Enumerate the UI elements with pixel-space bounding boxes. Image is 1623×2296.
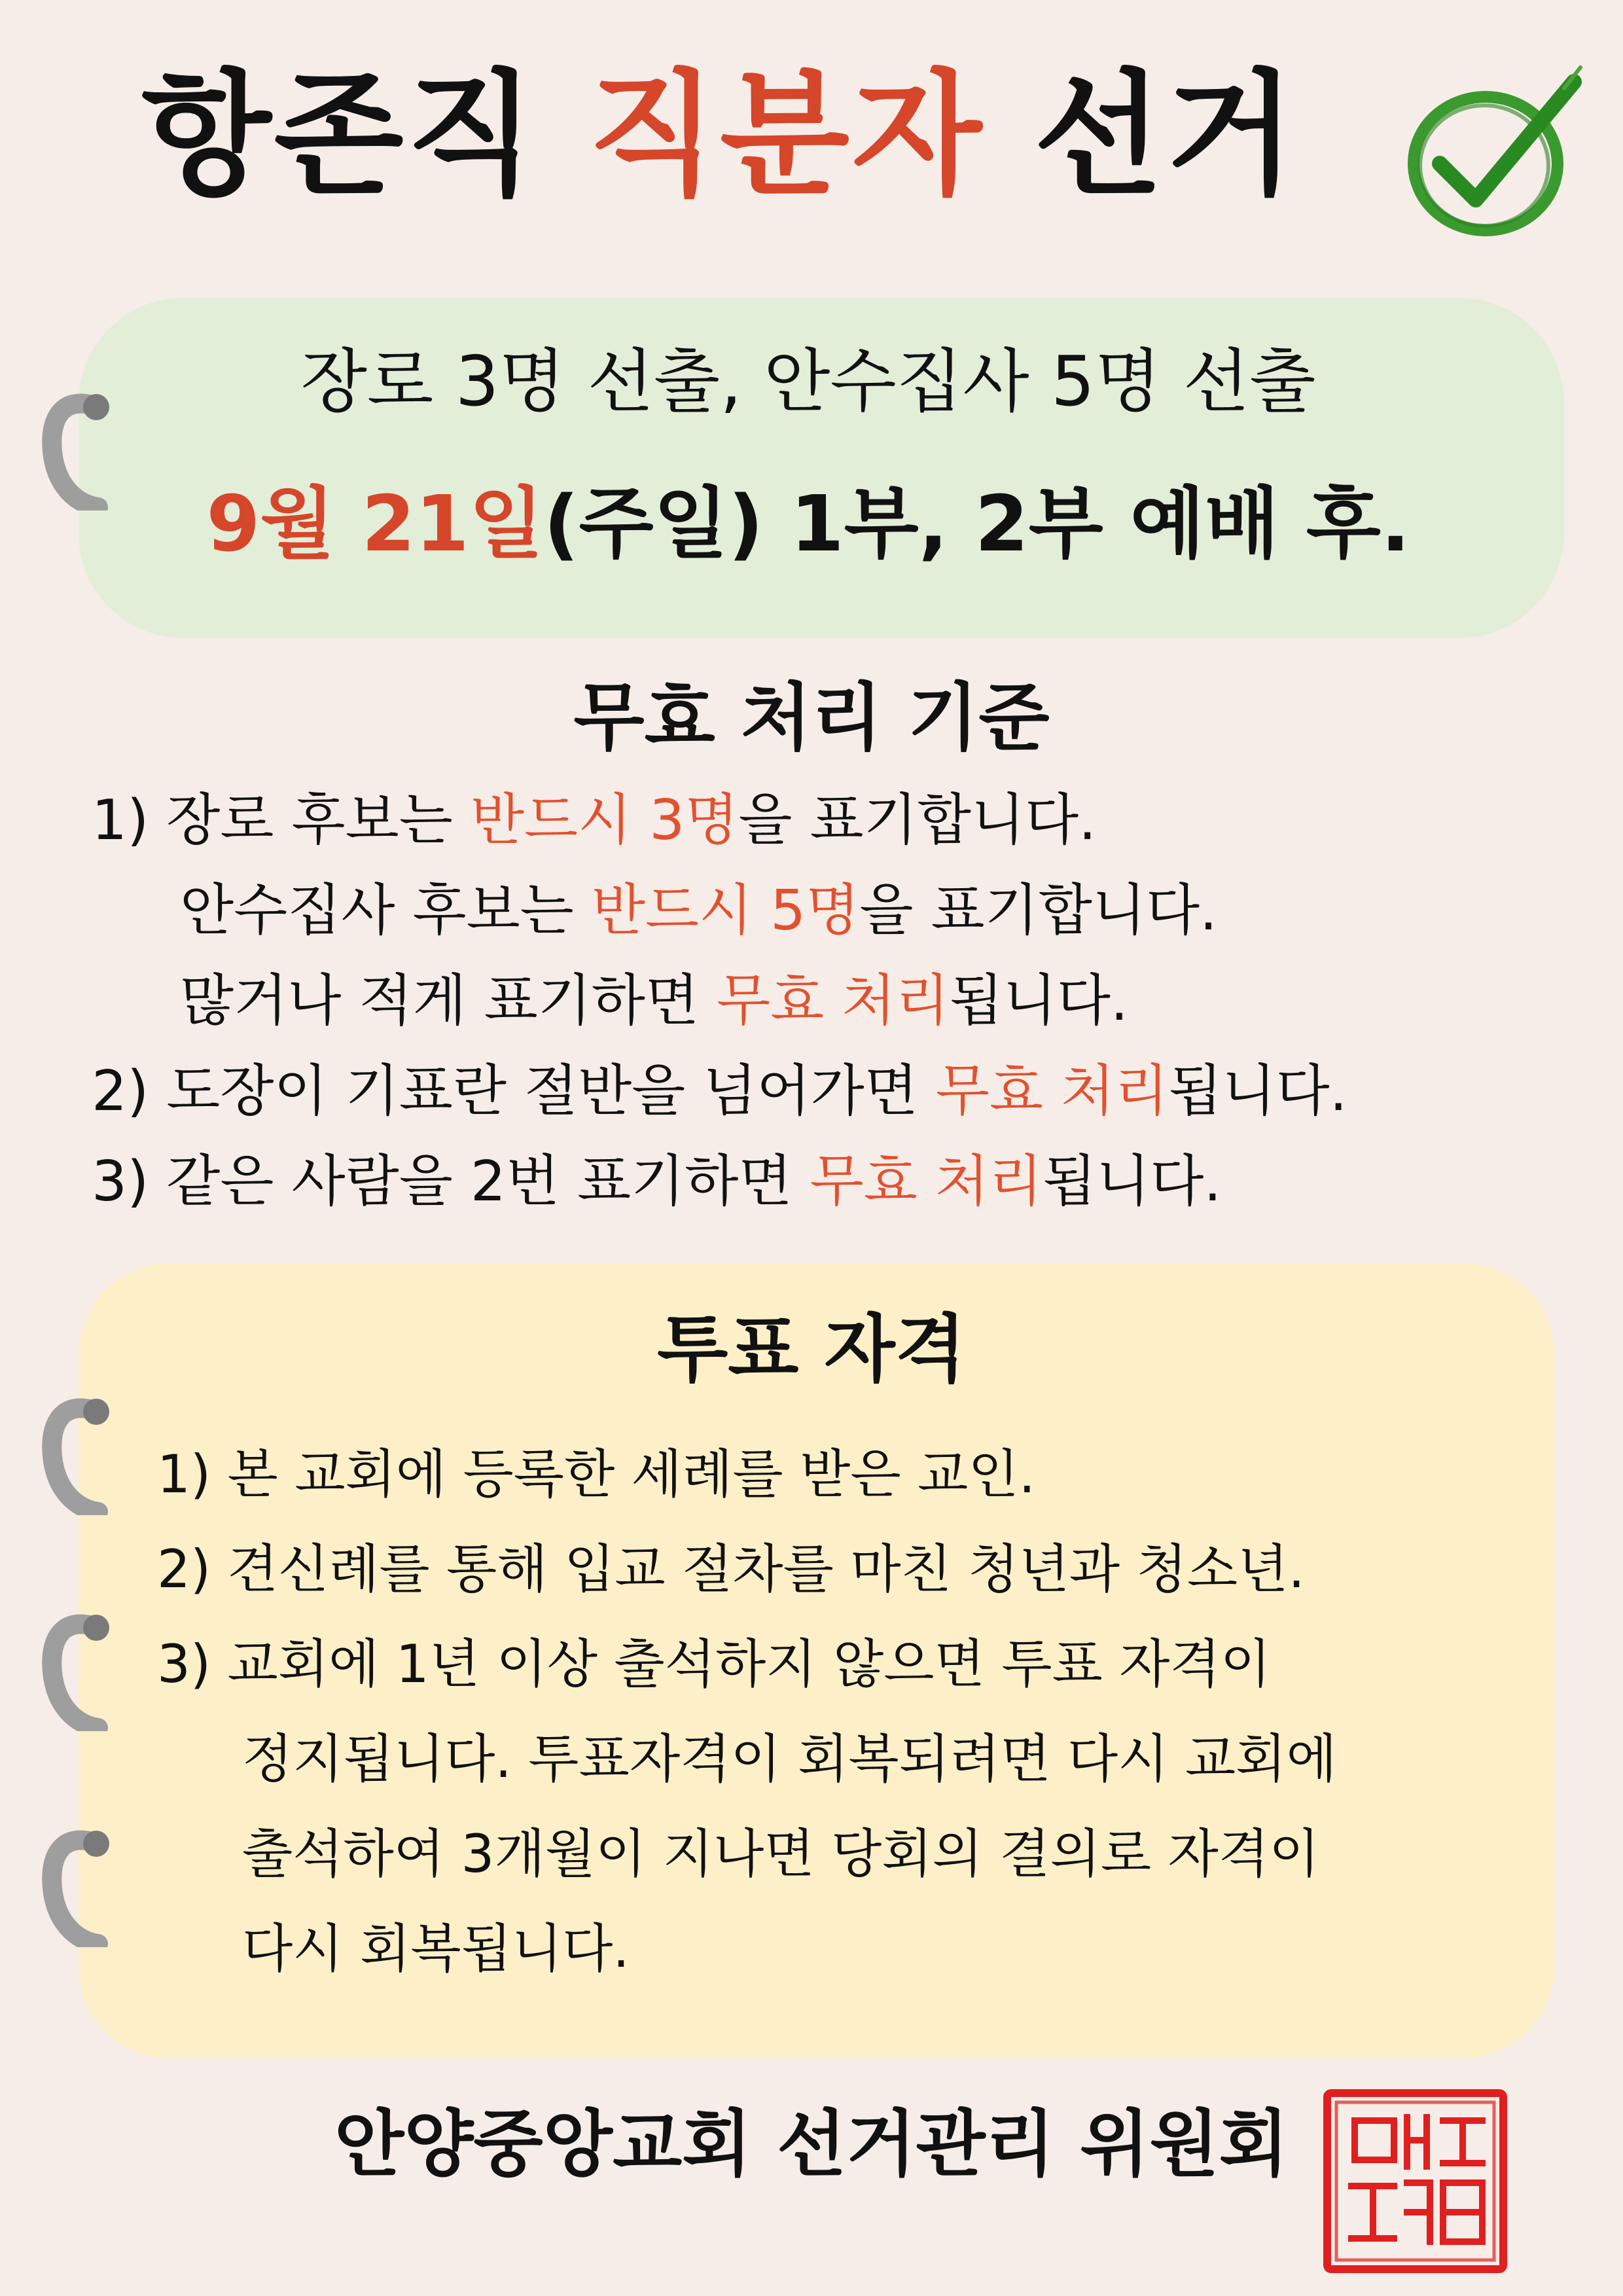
title-accent: 직분자 (587, 58, 985, 213)
title-prefix: 항존직 (141, 58, 539, 213)
election-date: 9월 21일 (206, 478, 544, 569)
announcement-line2 (79, 478, 1538, 571)
list-item: 2) 도장이 기표란 절반을 넘어가면 무효 처리됩니다. (92, 1059, 1347, 1124)
list-item: 1) 장로 후보는 반드시 3명을 표기합니다. (92, 788, 1097, 853)
list-item: 많거나 적게 표기하면 무효 처리됩니다. (180, 969, 1128, 1033)
invalid-criteria-list (92, 776, 1597, 1227)
ring-hook-icon (36, 1816, 115, 1947)
election-time: (주일) 1부, 2부 예배 후. (543, 478, 1410, 569)
list-item: 정지됩니다. 투표자격이 회복되려면 다시 교회에 (242, 1729, 1337, 1789)
ring-hook-icon (36, 1384, 115, 1515)
announcement-line1: 장로 3명 선출, 안수집사 5명 선출 (300, 342, 1316, 422)
title-suffix: 선거 (1033, 58, 1298, 213)
list-item: 3) 교회에 1년 이상 출석하지 않으면 투표 자격이 (157, 1634, 1272, 1695)
invalid-criteria-title: 무효 처리 기준 (573, 675, 1050, 761)
list-item: 1) 본 교회에 등록한 세례를 받은 교인. (157, 1444, 1036, 1505)
ring-hook-icon (36, 1600, 115, 1731)
voting-eligibility-title: 투표 자격 (657, 1307, 966, 1392)
seal-stamp-icon (1322, 2088, 1508, 2274)
list-item: 안수집사 후보는 반드시 5명을 표기합니다. (180, 878, 1218, 943)
list-item: 3) 같은 사람을 2번 표기하면 무효 처리됩니다. (92, 1149, 1222, 1214)
organization-name: 안양중앙교회 선거관리 위원회 (334, 2102, 1289, 2186)
voting-eligibility-list (157, 1427, 1518, 1996)
list-item: 다시 회복됩니다. (242, 1918, 630, 1979)
list-item: 출석하여 3개월이 지나면 당회의 결의로 자격이 (242, 1823, 1320, 1884)
check-circle-icon (1400, 56, 1584, 252)
list-item: 2) 견신례를 통해 입교 절차를 마친 청년과 청소년. (157, 1539, 1305, 1600)
page-title (0, 58, 1440, 213)
